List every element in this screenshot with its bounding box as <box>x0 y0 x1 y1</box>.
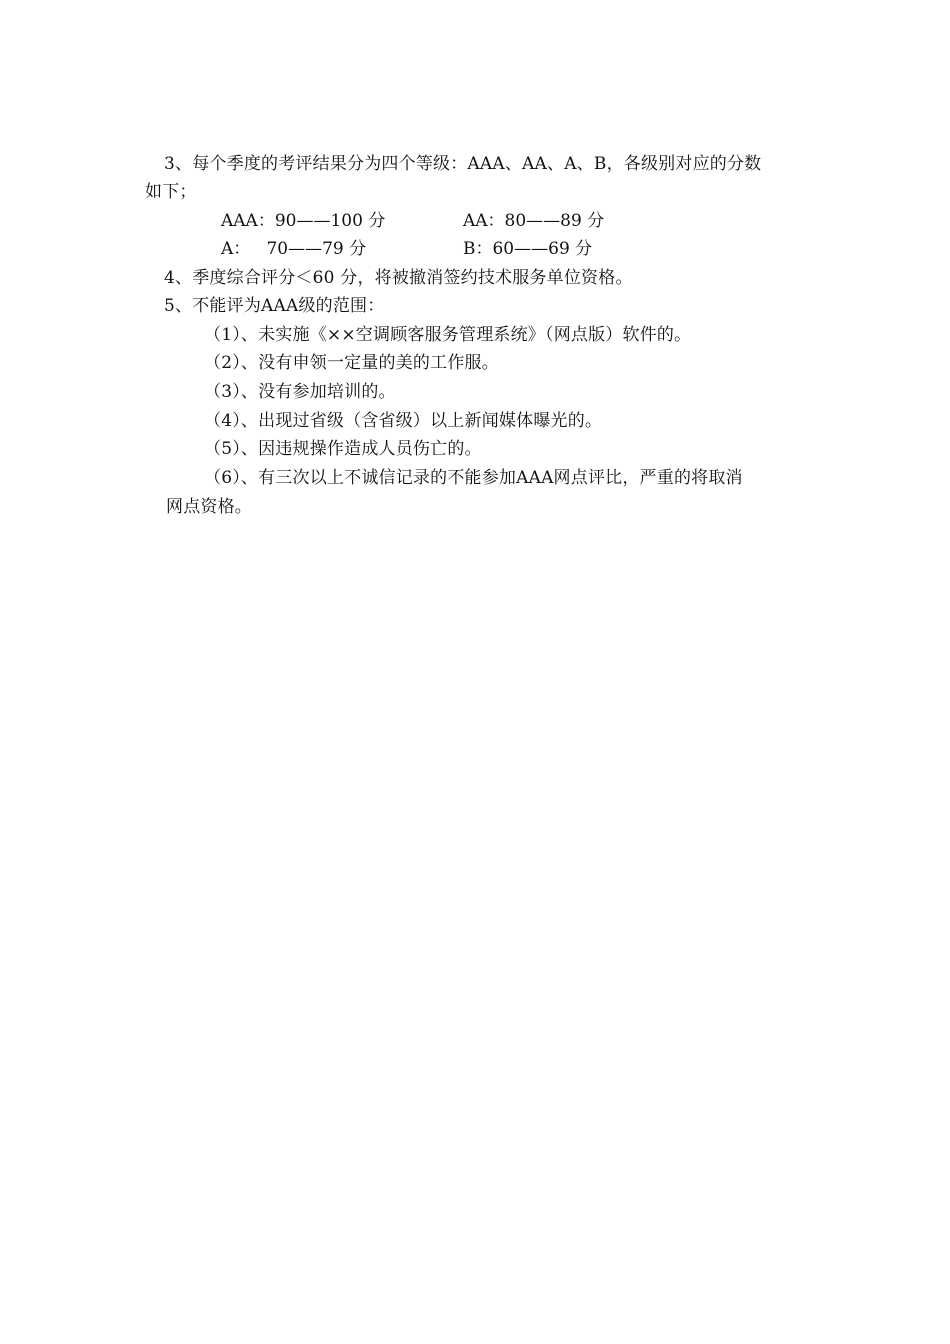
item5-sub6-line1: （6）、有三次以上不诚信记录的不能参加AAA网点评比，严重的将取消 <box>204 468 743 488</box>
score-aa: AA：80——89 分 <box>463 211 605 231</box>
item5-heading: 5、不能评为AAA级的范围： <box>164 296 385 316</box>
score-b: B：60——69 分 <box>463 239 593 259</box>
item5-sub5: （5）、因违规操作造成人员伤亡的。 <box>204 439 482 459</box>
item4: 4、季度综合评分＜60 分，将被撤消签约技术服务单位资格。 <box>164 268 633 288</box>
score-aaa: AAA：90——100 分 <box>221 211 386 231</box>
item5-sub2: （2）、没有申领一定量的美的工作服。 <box>204 353 499 373</box>
item3-line2: 如下； <box>145 182 197 202</box>
item5-sub4: （4）、出现过省级（含省级）以上新闻媒体曝光的。 <box>204 411 603 431</box>
item5-sub6-line2: 网点资格。 <box>166 497 252 517</box>
item5-sub3: （3）、没有参加培训的。 <box>204 382 396 402</box>
item5-sub1: （1）、未实施《××空调顾客服务管理系统》（网点版）软件的。 <box>204 325 692 345</box>
score-a: A： 70——79 分 <box>221 239 367 259</box>
item3-line1: 3、每个季度的考评结果分为四个等级：AAA、AA、A、B，各级别对应的分数 <box>164 154 762 174</box>
